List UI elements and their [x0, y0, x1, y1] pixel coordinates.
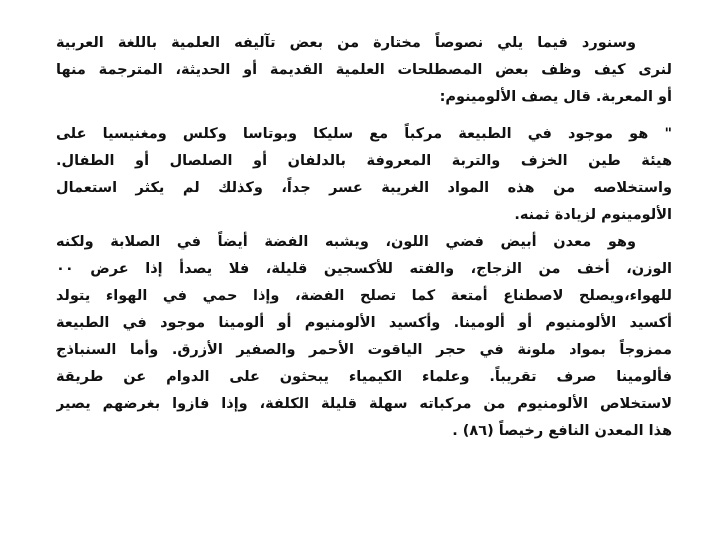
text-line: ممزوجاً بمواد ملونة في حجر الياقوت الأحمر والصفير الأزرق. وأما السنباذج: [56, 342, 672, 358]
text-line: الوزن، أخف من الزجاج، والفته للأكسجين قليلة، فلا يصدأ إذا عرض ٠٠: [56, 261, 672, 277]
paragraph-gap: [56, 111, 672, 121]
text-line: أكسيد الألومنيوم أو ألومينا. وأكسيد الألومنيوم أو ألومينا موجود في الطبيعة: [56, 315, 672, 331]
text-line: لاستخلاص الألومنيوم من مركباته سهلة قليلة الكلفة، وإذا فازوا بغرضهم يصير: [56, 396, 672, 412]
text-line: وهو معدن أبيض فضي اللون، ويشبه الفضة أيضاً في الصلابة ولكنه: [56, 234, 636, 250]
text-line: لنرى كيف وظف بعض المصطلحات العلمية القديمة أو الحديثة، المترجمة منها: [56, 62, 672, 78]
text-line: هذا المعدن النافع رخيصاً (٨٦) .: [452, 423, 672, 439]
text-line: أو المعربة. قال يصف الألومينوم:: [439, 89, 672, 105]
text-line: هيئة طين الخزف والتربة المعروفة بالدلفان أو الصلصال أو الطفال.: [56, 153, 672, 169]
text-line: وسنورد فيما يلي نصوصاً مختارة من بعض تآليفه العلمية باللغة العربية: [56, 35, 636, 51]
text-line: للهواء،ويصلح لاصطناع أمتعة كما تصلح الفضة، وإذا حمي في الهواء يتولد: [56, 288, 672, 304]
text-line: واستخلاصه من هذه المواد الغريبة عسر جداً، وكذلك لم يكثر استعمال: [56, 180, 672, 196]
text-line: فألومينا صرف تقريباً. وعلماء الكيمياء يبحثون على الدوام عن طريقة: [56, 369, 672, 385]
text-line: " هو موجود في الطبيعة مركباً مع سليكا وبوتاسا وكلس ومغنيسيا على: [56, 126, 672, 142]
document-page: [56, 30, 672, 520]
text-line: الألومينوم لزيادة ثمنه.: [514, 207, 672, 223]
